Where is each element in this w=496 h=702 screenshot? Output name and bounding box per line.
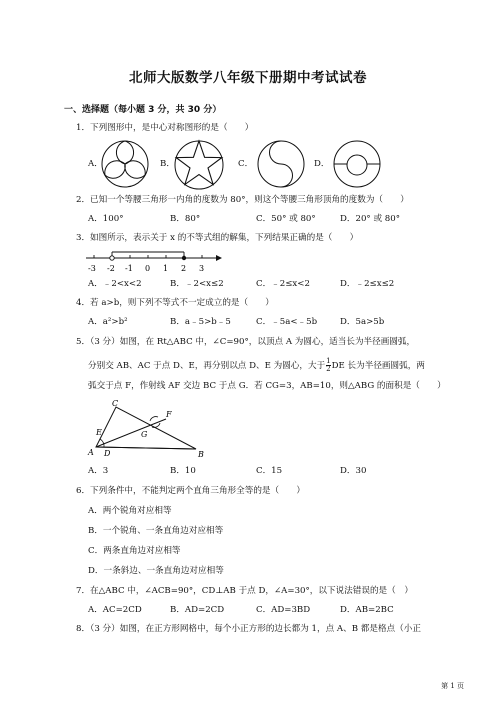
q3-option-a: A．﹣2<x<2 <box>88 279 142 289</box>
q5-option-b: B．10 <box>170 466 196 476</box>
point-label-f: F <box>166 410 172 419</box>
q1-option-c-label: C． <box>238 159 254 169</box>
question-6-stem: 6．下列条件中，不能判定两个直角三角形全等的是（ ） <box>76 486 305 496</box>
q1-option-b-label: B． <box>160 159 175 169</box>
point-label-g: G <box>141 430 148 439</box>
q6-option-d: D．一条斜边、一条直角边对应相等 <box>88 566 224 576</box>
q5-triangle-figure <box>86 397 216 459</box>
q1-figure-c <box>254 138 310 190</box>
q2-option-a: A．100° <box>88 214 124 224</box>
q5-line2-text-b: DE 长为半径画圆弧，两 <box>331 361 425 371</box>
q3-option-d: D．﹣2≤x≤2 <box>340 279 395 289</box>
q4-option-b: B．a﹣5>b﹣5 <box>170 317 231 327</box>
nl-tick-label: 0 <box>145 264 151 273</box>
q5-fraction: $\frac{1}{2}$ <box>326 357 331 373</box>
q3-option-b: B．﹣2<x≤2 <box>170 279 224 289</box>
q4-option-c: C．﹣5a<﹣5b <box>256 317 318 327</box>
nl-tick-label: 2 <box>181 264 187 273</box>
q7-option-c: C．AD=3BD <box>256 605 311 615</box>
q5-line2-text-a: 分别交 AB、AC 于点 D、E，再分别以点 D、E 为圆心，大于 <box>88 361 326 371</box>
q6-option-b: B．一个锐角、一条直角边对应相等 <box>88 526 224 536</box>
q1-option-a-label: A． <box>88 159 103 169</box>
q2-option-b: B．80° <box>170 214 201 224</box>
q7-option-a: A．AC=2CD <box>88 605 142 615</box>
page-title: 北师大版数学八年级下册期中考试试卷 <box>129 70 367 86</box>
q5-option-d: D．30 <box>340 466 367 476</box>
nl-tick-label: 1 <box>163 264 169 273</box>
point-label-b: B <box>198 450 204 459</box>
point-label-d: D <box>104 449 111 458</box>
q2-option-d: D．20° 或 80° <box>340 214 401 224</box>
q4-option-d: D．5a>5b <box>340 317 385 327</box>
page-number: 第 1 页 <box>441 682 464 690</box>
nl-tick-label: -2 <box>107 264 115 273</box>
q1-option-d-label: D． <box>314 159 330 169</box>
question-4-stem: 4．若 a>b，则下列不等式不一定成立的是（ ） <box>76 298 274 308</box>
question-5-line1: 5．（3 分）如图，在 Rt△ABC 中，∠C=90°，以顶点 A 为圆心，适当长为半径画圆弧， <box>76 337 416 347</box>
q3-option-c: C．﹣2≤x<2 <box>256 279 310 289</box>
q4-option-a: A．a²>b² <box>88 317 128 327</box>
section-heading: 一、选择题（每小题 3 分，共 30 分） <box>64 105 222 115</box>
point-label-c: C <box>112 399 119 408</box>
question-2-stem: 2．已知一个等腰三角形一内角的度数为 80°，则这个等腰三角形顶角的度数为（ ） <box>76 195 409 205</box>
q6-option-c: C．两条直角边对应相等 <box>88 546 181 556</box>
q1-figure-a <box>98 138 154 190</box>
point-label-e: E <box>96 428 102 437</box>
question-5-line3: 弧交于点 F，作射线 AF 交边 BC 于点 G．若 CG=3，AB=10，则△ABG 的面积是（ ） <box>88 381 446 391</box>
question-8-stem: 8．（3 分）如图，在正方形网格中，每个小正方形的边长都为 1，点 A、B 都是格点（小正 <box>76 624 421 634</box>
q6-option-a: A．两个锐角对应相等 <box>88 506 172 516</box>
q2-option-c: C．50° 或 80° <box>256 214 316 224</box>
question-1-stem: 1．下列图形中，是中心对称图形的是（ ） <box>76 123 254 133</box>
point-label-a: A <box>88 448 94 457</box>
question-7-stem: 7．在△ABC 中，∠ACB=90°，CD⊥AB 于点 D，∠A=30°，以下说法错误的是（ ） <box>76 586 413 596</box>
question-3-stem: 3．如图所示，表示关于 x 的不等式组的解集，下列结果正确的是（ ） <box>76 233 359 243</box>
q1-figure-b <box>172 138 228 190</box>
q7-option-b: B．AD=2CD <box>170 605 225 615</box>
question-5-line2 <box>88 358 425 373</box>
nl-tick-label: -3 <box>88 264 96 273</box>
nl-tick-label: 3 <box>199 264 205 273</box>
q5-option-a: A．3 <box>88 466 109 476</box>
nl-tick-label: -1 <box>125 264 133 273</box>
q3-number-line <box>84 250 224 276</box>
q7-option-d: D．AB=2BC <box>340 605 394 615</box>
q1-figure-d <box>330 138 386 190</box>
q5-option-c: C．15 <box>256 466 283 476</box>
